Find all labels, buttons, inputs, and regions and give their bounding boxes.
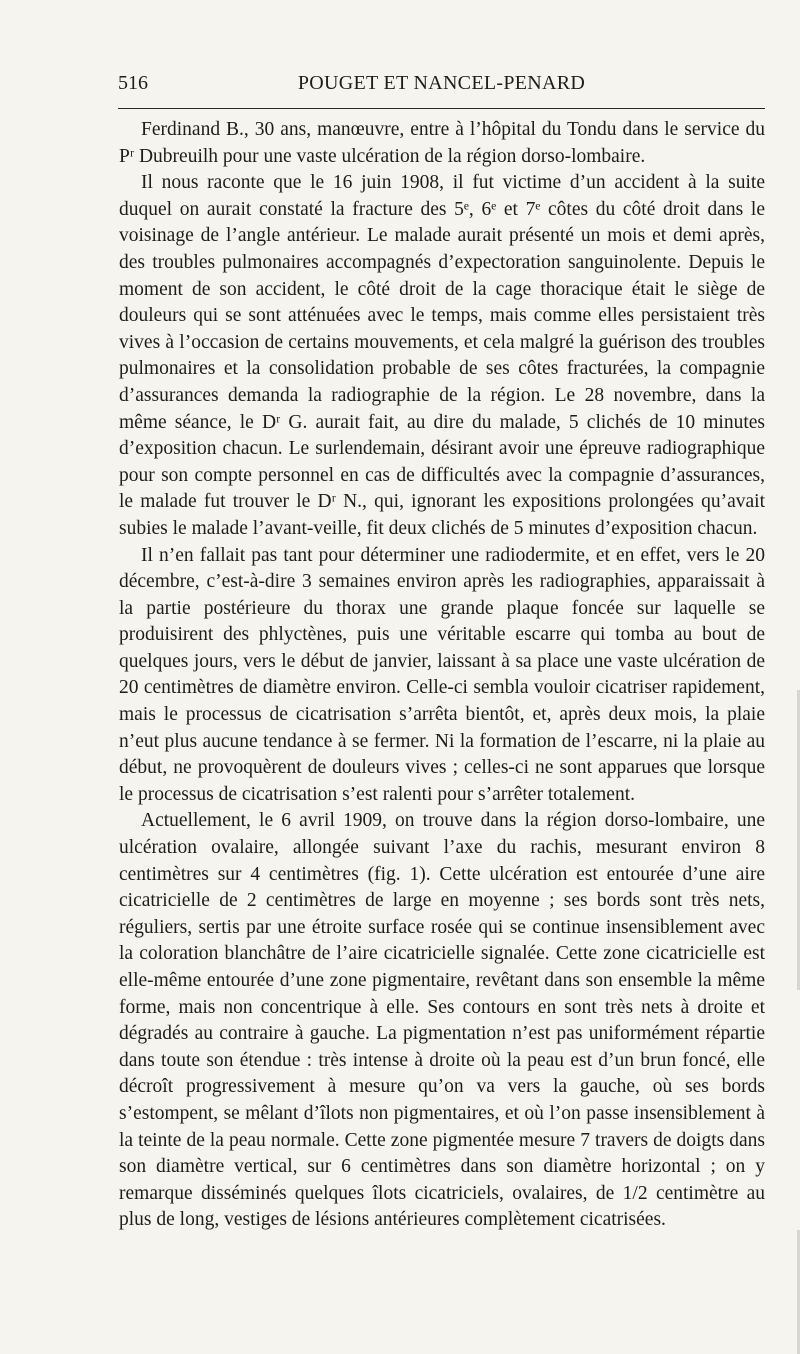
paragraph-current-state: Actuellement, le 6 avril 1909, on trouve dans la région dorso-lombaire, une ulcération ovalaire, allongée suivant l’axe du rachis, mesurant environ 8 centimètres sur 4 centimètres (fig. 1). Cette ulcération est entourée d’une aire cicatricielle de 2 centimètres de large en moyenne ; ses bords sont très nets, réguliers, sertis par une étroite surface rosée qui se continue insensiblement avec la coloration blanchâtre de l’aire cicatricielle signalée. Cette zone cicatricielle est elle-même entourée d’une zone pigmentaire, revêtant dans son ensemble la même forme, mais non concentrique à elle. Ses contours en sont très nets à droite et dégradés au contraire à gauche. La pigmentation n’est pas uniformément répartie dans toute son étendue : très intense à droite où la peau est d’un brun foncé, elle décroît progressivement à mesure qu’on va vers la gauche, où ses bords s’estompent, se mêlant d’îlots non pigmentaires, et où l’on passe insensiblement à la teinte de la peau normale. Cette zone pigmentée mesure 7 travers de doigts dans son diamètre vertical, sur 6 centimètres dans son diamètre horizontal ; on y remarque disséminés quelques îlots cicatriciels, ovalaires, de 1/2 centimètre au plus de long, vestiges de lésions antérieures complètement cicatrisées.	[119, 810, 765, 1231]
paragraph-radiodermatitis: Il n’en fallait pas tant pour déterminer une radiodermite, et en effet, vers le 20 décembre, c’est-à-dire 3 semaines environ après les radiographies, apparaissait à la partie postérieure du thorax une grande plaque foncée sur laquelle se produisirent des phlyctènes, puis une véritable escarre qui tomba au bout de quelques jours, vers le début de janvier, laissant à sa place une vaste ulcération de 20 centimètres de diamètre environ. Celle-ci sembla vouloir cicatriser rapidement, mais le processus de cicatrisation s’arrêta bientôt, et, après deux mois, la plaie n’eut plus aucune tendance à se fermer. Ni la formation de l’escarre, ni la plaie au début, ne provoquèrent de douleurs vives ; celles-ci ne sont apparues que lorsque le processus de cicatrisation s’est ralenti pour s’arrêter totalement.	[119, 544, 765, 805]
paragraph-accident-history: Il nous raconte que le 16 juin 1908, il fut victime d’un accident à la suite duquel on aurait constaté la fracture des 5ᵉ, 6ᵉ et 7ᵉ côtes du côté droit dans le voisinage de l’angle antérieur. Le malade aurait présenté un mois et demi après, des troubles pulmonaires accompagnés d’expectoration sanguinolente. Depuis le moment de son accident, le côté droit de la cage thoracique était le siège de douleurs qui se sont atténuées avec le temps, mais comme elles persistaient très vives à l’occasion de certains mouvements, et cela malgré la guérison des troubles pulmonaires et la consolidation probable de ses côtes fracturées, la compagnie d’assurances demanda la radiographie de la région. Le 28 novembre, dans la même séance, le Dʳ G. aurait fait, au dire du malade, 5 clichés de 10 minutes d’exposition chacun. Le surlendemain, désirant avoir une épreuve radiographique pour son compte personnel en cas de difficultés avec la compagnie d’assurances, le malade fut trouver le Dʳ N., qui, ignorant les expositions prolongées qu’avait subies le malade l’avant-veille, fit deux clichés de 5 minutes d’exposition chacun.	[119, 172, 765, 539]
running-title: POUGET ET NANCEL-PENARD	[297, 72, 586, 94]
page-number: 516	[118, 72, 148, 94]
page-header	[118, 72, 765, 102]
paragraph-patient-intro: Ferdinand B., 30 ans, manœuvre, entre à l’hôpital du Tondu dans le service du Pʳ Dubreuilh pour une vaste ulcération de la région dorso-lombaire.	[119, 119, 765, 167]
header-rule	[118, 108, 765, 109]
body-text	[119, 117, 765, 1234]
